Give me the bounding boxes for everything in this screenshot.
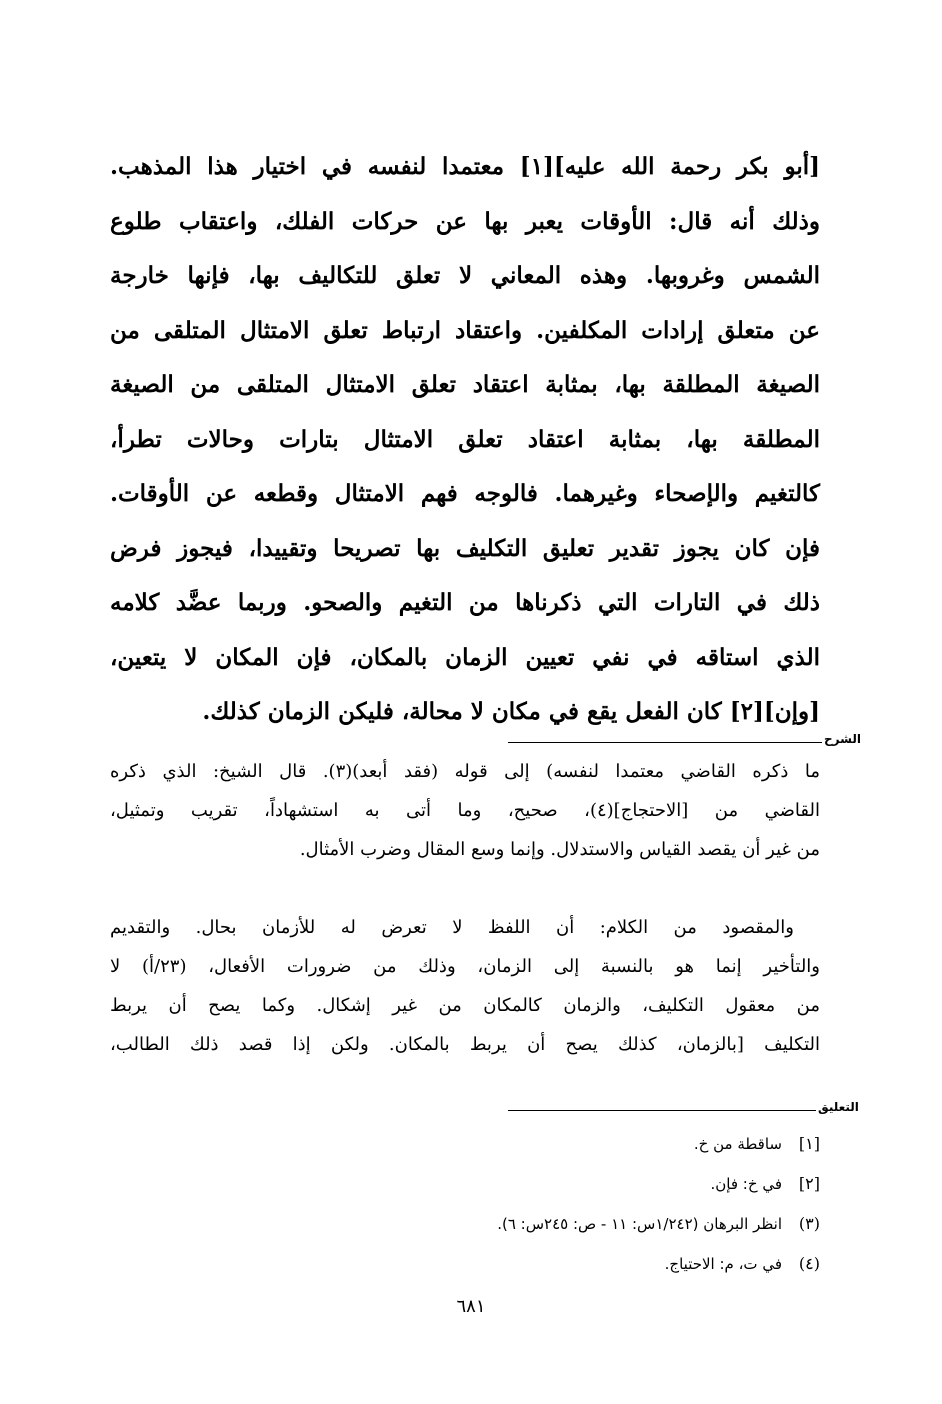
- main-line: وذلك أنه قال: الأوقات يعبر بها عن حركات الفلك، واعتقاب طلوع: [110, 207, 820, 235]
- main-line: الصيغة المطلقة بها، بمثابة اعتقاد تعلق الامتثال المتلقى من الصيغة: [110, 371, 820, 398]
- sharh-line: ما ذكره القاضي معتمدا لنفسه) إلى قوله (فقد أبعد)(٣). قال الشيخ: الذي ذكره: [110, 761, 820, 782]
- main-line: ذلك في التارات التي ذكرناها من التغيم والصحو. وربما عضَّد كلامه: [110, 589, 820, 616]
- footnote-number: [١]: [798, 1134, 820, 1153]
- footnotes: [320, 1124, 820, 1284]
- sharh-line: من معقول التكليف، والزمان كالمكان من غير إشكال. وكما يصح أن يربط: [110, 995, 820, 1016]
- footnote: [320, 1124, 820, 1164]
- main-line: [وإن][٢] كان الفعل يقع في مكان لا محالة، فليكن الزمان كذلك.: [202, 698, 820, 725]
- sharh-line: والتأخير إنما هو بالنسبة إلى الزمان، وذلك من ضرورات الأفعال، (٢٣/أ) لا: [110, 956, 820, 977]
- sharh-label: الشرح: [824, 732, 861, 746]
- sharh-line: القاضي من [الاحتجاج](٤)، صحيح، وما أتى به استشهاداً، تقريب وتمثيل،: [110, 800, 820, 821]
- main-line: الشمس وغروبها. وهذه المعاني لا تعلق للتكاليف بها، فإنها خارجة: [110, 262, 820, 289]
- main-line: [أبو بكر رحمة الله عليه][١] معتمدا لنفسه في اختيار هذا المذهب.: [110, 153, 820, 180]
- sharh-text-2: [110, 908, 820, 1064]
- sharh-text: [110, 752, 820, 869]
- main-line: كالتغيم والإصحاء وغيرهما. فالوجه فهم الامتثال وقطعه عن الأوقات.: [110, 480, 820, 507]
- footnote: [320, 1204, 820, 1244]
- main-line: الذي استاقه في نفي تعيين الزمان بالمكان، فإن المكان لا يتعين،: [110, 643, 820, 671]
- taliq-divider: [508, 1110, 816, 1111]
- sharh-line: التكليف [بالزمان، كذلك يصح أن يربط بالمكان. ولكن إذا قصد ذلك الطالب،: [110, 1034, 820, 1055]
- main-line: عن متعلق إرادات المكلفين. واعتقاد ارتباط تعلق الامتثال المتلقى من: [110, 316, 820, 344]
- footnote-text: في ت، م: الاحتياج.: [664, 1255, 782, 1273]
- footnote-number: (٤): [798, 1254, 820, 1273]
- sharh-line: من غير أن يقصد القياس والاستدلال. وإنما وسع المقال وضرب الأمثال.: [299, 839, 820, 860]
- main-text: [110, 140, 820, 740]
- sharh-divider: [508, 742, 822, 743]
- main-line: المطلقة بها، بمثابة اعتقاد تعلق الامتثال بتارات وحالات تطرأ،: [110, 425, 820, 453]
- footnote-text: في خ: فإن.: [710, 1175, 782, 1193]
- taliq-label: التعليق: [818, 1100, 859, 1114]
- footnote-text: ساقطة من خ.: [693, 1135, 782, 1153]
- footnote-number: (٣): [798, 1214, 820, 1233]
- footnote-number: [٢]: [798, 1174, 820, 1193]
- page-number: ٦٨١: [456, 1296, 486, 1317]
- footnote: [320, 1164, 820, 1204]
- sharh-line: والمقصود من الكلام: أن اللفظ لا تعرض له للأزمان بحال. والتقديم: [110, 917, 794, 938]
- footnote: [320, 1244, 820, 1284]
- main-line: فإن كان يجوز تقدير تعليق التكليف بها تصريحا وتقييدا، فيجوز فرض: [110, 534, 820, 562]
- footnote-text: انظر البرهان (١/٢٤٢س: ١١ - ص: ٢٤٥س: ٦).: [497, 1215, 782, 1233]
